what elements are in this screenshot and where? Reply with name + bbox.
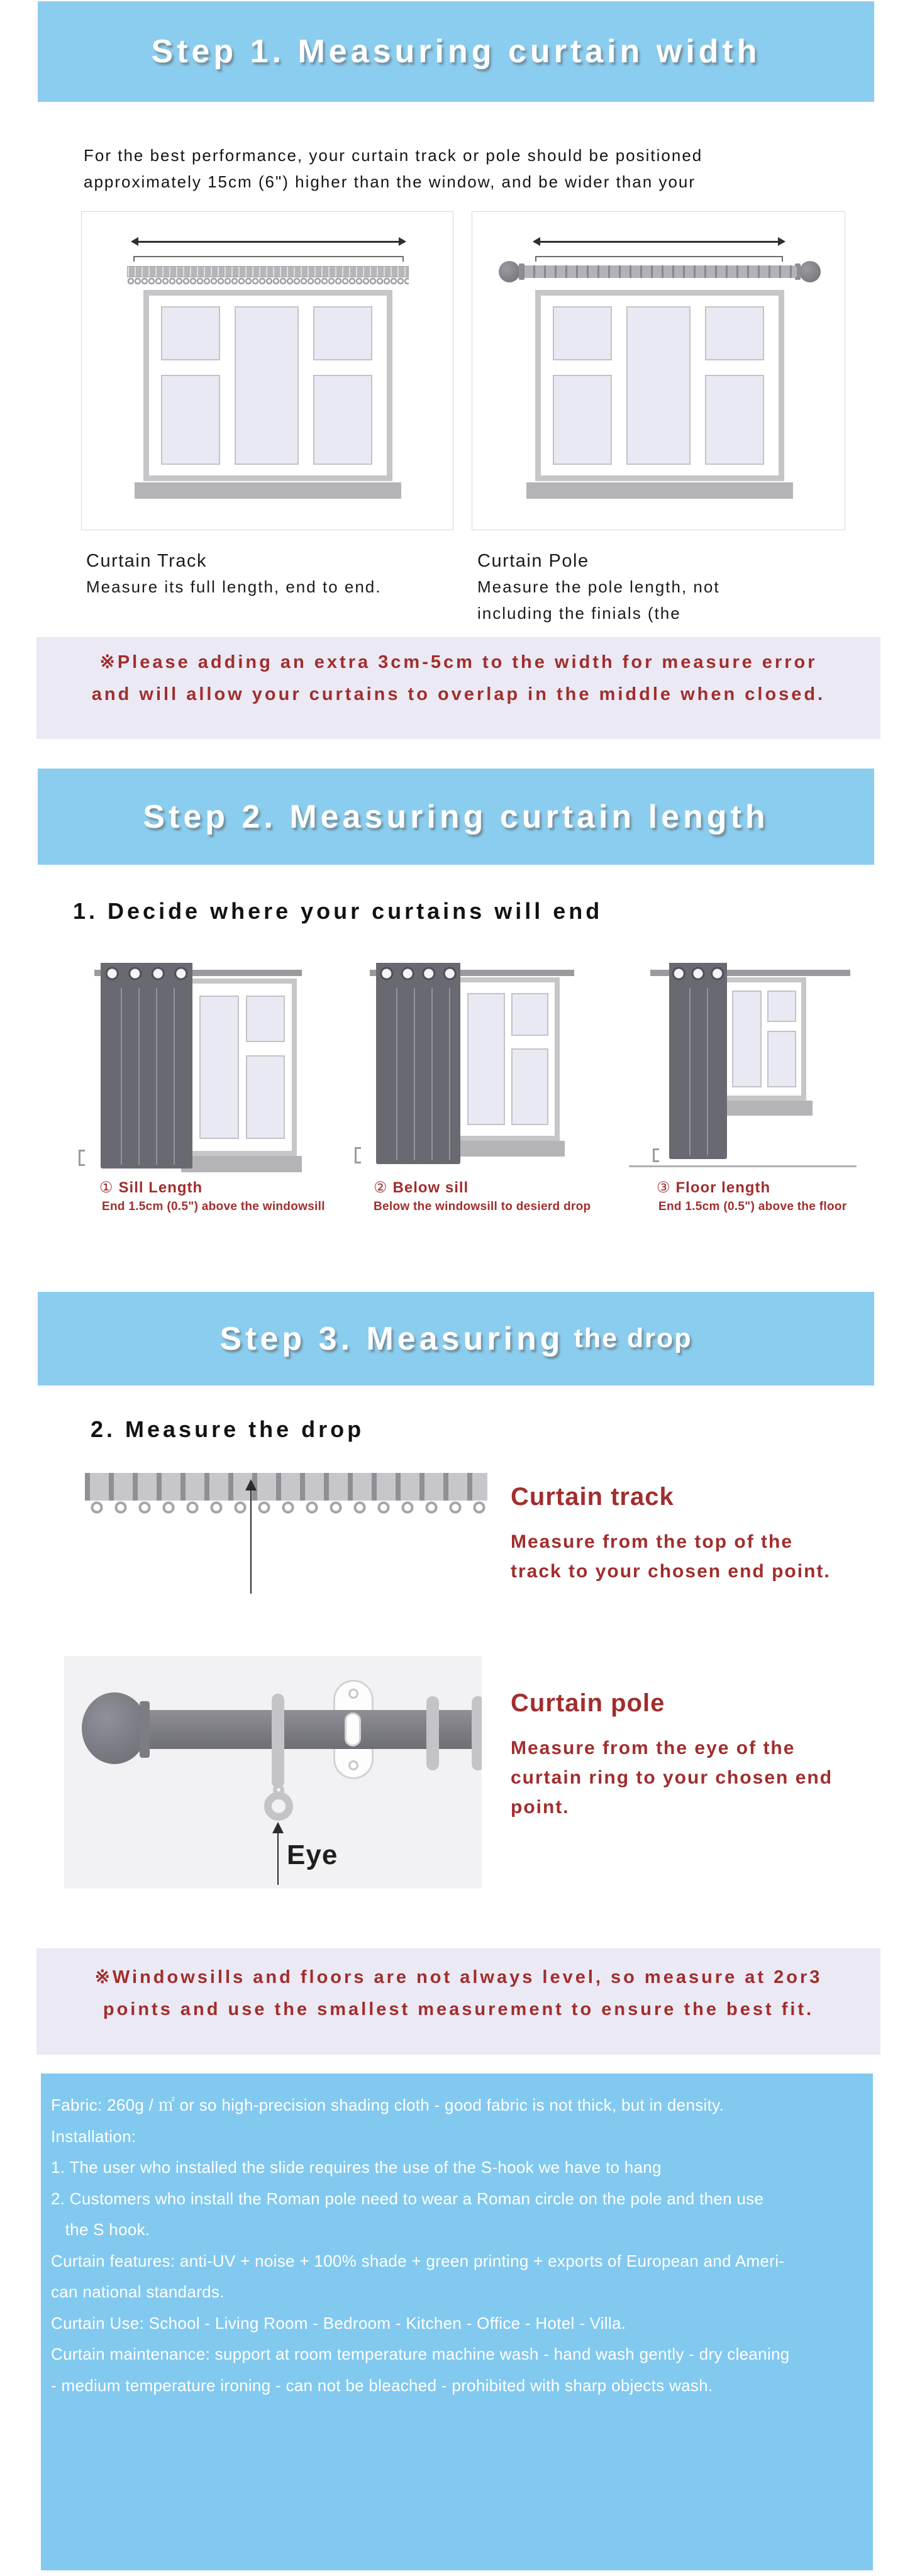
pole-caption-title: Curtain Pole: [477, 551, 589, 571]
track-drop-line1: Measure from the top of the: [511, 1531, 794, 1552]
pole-drop-title: Curtain pole: [511, 1689, 665, 1717]
window-pane: [246, 996, 285, 1042]
pole-finial-right-icon: [799, 261, 821, 282]
curtain-graphic: [669, 963, 727, 1159]
track-gliders-graphic: [127, 277, 409, 286]
step3-banner: [38, 1292, 874, 1385]
step3-banner-subtitle: the drop: [574, 1323, 692, 1353]
eye-label: Eye: [287, 1840, 338, 1870]
curtain-folds: [673, 988, 723, 1155]
window-pane: [553, 306, 613, 360]
level-note-line1: ※Windowsills and floors are not always level, so measure at 2or3: [94, 1967, 823, 1987]
length-bracket-icon: [355, 1147, 361, 1163]
windowsill-graphic: [135, 482, 401, 499]
option1-title: [99, 1179, 203, 1197]
pole-finial-left-icon: [499, 261, 520, 282]
window-pane: [161, 306, 221, 360]
windowsill-graphic: [717, 1101, 813, 1116]
curtain-folds: [104, 988, 189, 1165]
option2-title: [374, 1179, 469, 1197]
step1-intro-paragraph: [84, 142, 702, 195]
window-pane: [705, 375, 765, 465]
curtain-graphic: [101, 963, 192, 1169]
width-note-line2: and will allow your curtains to overlap in the middle when closed.: [91, 684, 826, 704]
width-note-box: [36, 637, 880, 739]
window-pane: [705, 306, 765, 360]
window-pane: [732, 991, 762, 1088]
bracket-screw-icon: [348, 1689, 358, 1699]
window-pane: [553, 375, 613, 465]
track-drop-line2: track to your chosen end point.: [511, 1561, 831, 1582]
measure-bracket-icon: [535, 256, 783, 262]
window-pane: [511, 1048, 548, 1125]
pole-drop-line1: Measure from the eye of the: [511, 1738, 796, 1758]
curtain-ring-graphic: [426, 1696, 439, 1770]
info-maintenance: Curtain maintenance: support at room temperature machine wash - hand wash gently - dry cleaning: [51, 2345, 790, 2363]
option3-number: ③: [657, 1179, 671, 1196]
eye-arrow-icon: [277, 1824, 279, 1885]
width-note-line1: ※Please adding an extra 3cm-5cm to the width for measure error: [99, 652, 818, 672]
floor-length-diagram: [629, 961, 868, 1182]
step2-banner: [38, 769, 874, 865]
pole-drop-body: [511, 1733, 833, 1822]
windowsill-graphic: [449, 1141, 565, 1157]
window-graphic: [455, 977, 560, 1141]
width-arrow-icon: [132, 241, 405, 243]
step3-heading: 2. Measure the drop: [91, 1416, 365, 1442]
curtain-graphic: [376, 963, 460, 1164]
level-note-box: [36, 1948, 880, 2055]
bracket-slot-graphic: [345, 1713, 361, 1746]
window-graphic: [187, 979, 297, 1156]
curtain-pole-illustration: [64, 1656, 482, 1889]
bracket-screw-icon: [348, 1760, 358, 1770]
option2-number: ②: [374, 1179, 388, 1196]
info-installation: Installation:: [51, 2126, 136, 2146]
info-install-2b: the S hook.: [51, 2220, 150, 2239]
info-install-2: 2. Customers who install the Roman pole need to wear a Roman circle on the pole and then use: [51, 2189, 764, 2208]
window-pane: [235, 306, 299, 465]
step1-banner-title: Step 1. Measuring curtain width: [151, 33, 761, 70]
window-pane: [467, 993, 505, 1125]
length-bracket-icon: [79, 1150, 85, 1166]
curtain-ring-graphic: [472, 1696, 482, 1770]
ring-eye-graphic: [264, 1792, 293, 1821]
curtain-track-graphic: [127, 266, 409, 277]
product-info-box: [41, 2074, 873, 2570]
window-pane: [199, 996, 239, 1140]
pole-caption-body-line2: including the finials (the: [477, 604, 681, 623]
grommets-graphic: [376, 963, 460, 984]
window-pane: [313, 375, 373, 465]
option3-title-text: Floor length: [675, 1179, 771, 1196]
track-gliders-graphic: [85, 1501, 487, 1517]
track-caption-body: Measure its full length, end to end.: [86, 577, 382, 596]
curtain-folds: [380, 988, 457, 1160]
step1-intro-line1: For the best performance, your curtain track or pole should be positioned: [84, 146, 703, 165]
info-features: Curtain features: anti-UV + noise + 100% shade + green printing + exports of European and Ameri-: [51, 2251, 785, 2270]
window-pane: [767, 1031, 796, 1087]
pole-caption-body-line1: Measure the pole length, not: [477, 577, 720, 596]
pole-finial-icon: [82, 1692, 147, 1764]
sill-length-diagram: [74, 961, 306, 1181]
window-pane: [313, 306, 373, 360]
option1-title-text: Sill Length: [118, 1179, 203, 1196]
info-maintenance-2: - medium temperature ironing - can not be bleached - prohibited with sharp objects wash.: [51, 2375, 713, 2395]
track-caption-title: Curtain Track: [86, 551, 207, 571]
info-features-2: can national standards.: [51, 2282, 225, 2301]
drop-arrow-icon: [250, 1482, 252, 1594]
option2-title-text: Below sill: [392, 1179, 469, 1196]
option3-title: [657, 1179, 770, 1197]
level-note-line2: points and use the smallest measurement to ensure the best fit.: [103, 1999, 814, 2019]
grommets-graphic: [101, 963, 192, 984]
below-sill-diagram: [352, 961, 579, 1182]
step1-banner: [38, 1, 874, 102]
grommets-graphic: [669, 963, 727, 984]
windowsill-graphic: [526, 482, 793, 499]
window-graphic: [143, 290, 392, 481]
length-bracket-icon: [653, 1148, 659, 1162]
floor-line: [629, 1165, 857, 1167]
window-pane: [511, 993, 548, 1036]
step2-heading: 1. Decide where your curtains will end: [73, 898, 603, 924]
track-drop-title: Curtain track: [511, 1483, 674, 1511]
info-fabric: Fabric: 260g / ㎡ or so high-precision shading cloth - good fabric is not thick, but in density.: [51, 2096, 724, 2114]
option1-number: ①: [99, 1179, 114, 1196]
option3-desc: End 1.5cm (0.5") above the floor: [658, 1200, 847, 1213]
curtain-pole-graphic: [523, 265, 797, 278]
info-use: Curtain Use: School - Living Room - Bedroom - Kitchen - Office - Hotel - Villa.: [51, 2313, 626, 2333]
width-arrow-icon: [534, 241, 784, 243]
window-pane: [767, 991, 796, 1022]
option2-desc: Below the windowsill to desierd drop: [374, 1200, 591, 1213]
pole-neck: [140, 1701, 150, 1758]
window-graphic: [722, 977, 806, 1101]
info-install-1: 1. The user who installed the slide requires the use of the S-hook we have to hang: [51, 2158, 662, 2177]
window-pane: [626, 306, 691, 465]
pole-drop-line2: curtain ring to your chosen end: [511, 1767, 833, 1788]
option1-desc: End 1.5cm (0.5") above the windowsill: [102, 1200, 325, 1213]
pole-drop-line3: point.: [511, 1797, 570, 1818]
window-pane: [246, 1055, 285, 1139]
step3-banner-title: Step 3. Measuring: [219, 1320, 564, 1357]
curtain-pole-diagram: [472, 211, 845, 530]
step1-intro-line2: approximately 15cm (6") higher than the window, and be wider than your: [84, 172, 696, 191]
window-pane: [161, 375, 221, 465]
measure-bracket-icon: [133, 256, 404, 262]
curtain-track-diagram: [81, 211, 453, 530]
step2-banner-title: Step 2. Measuring curtain length: [143, 798, 769, 835]
windowsill-graphic: [181, 1156, 302, 1172]
curtain-track-graphic: [85, 1473, 487, 1501]
track-drop-body: [511, 1527, 831, 1586]
window-graphic: [535, 290, 784, 481]
curtain-ring-graphic: [272, 1694, 284, 1788]
